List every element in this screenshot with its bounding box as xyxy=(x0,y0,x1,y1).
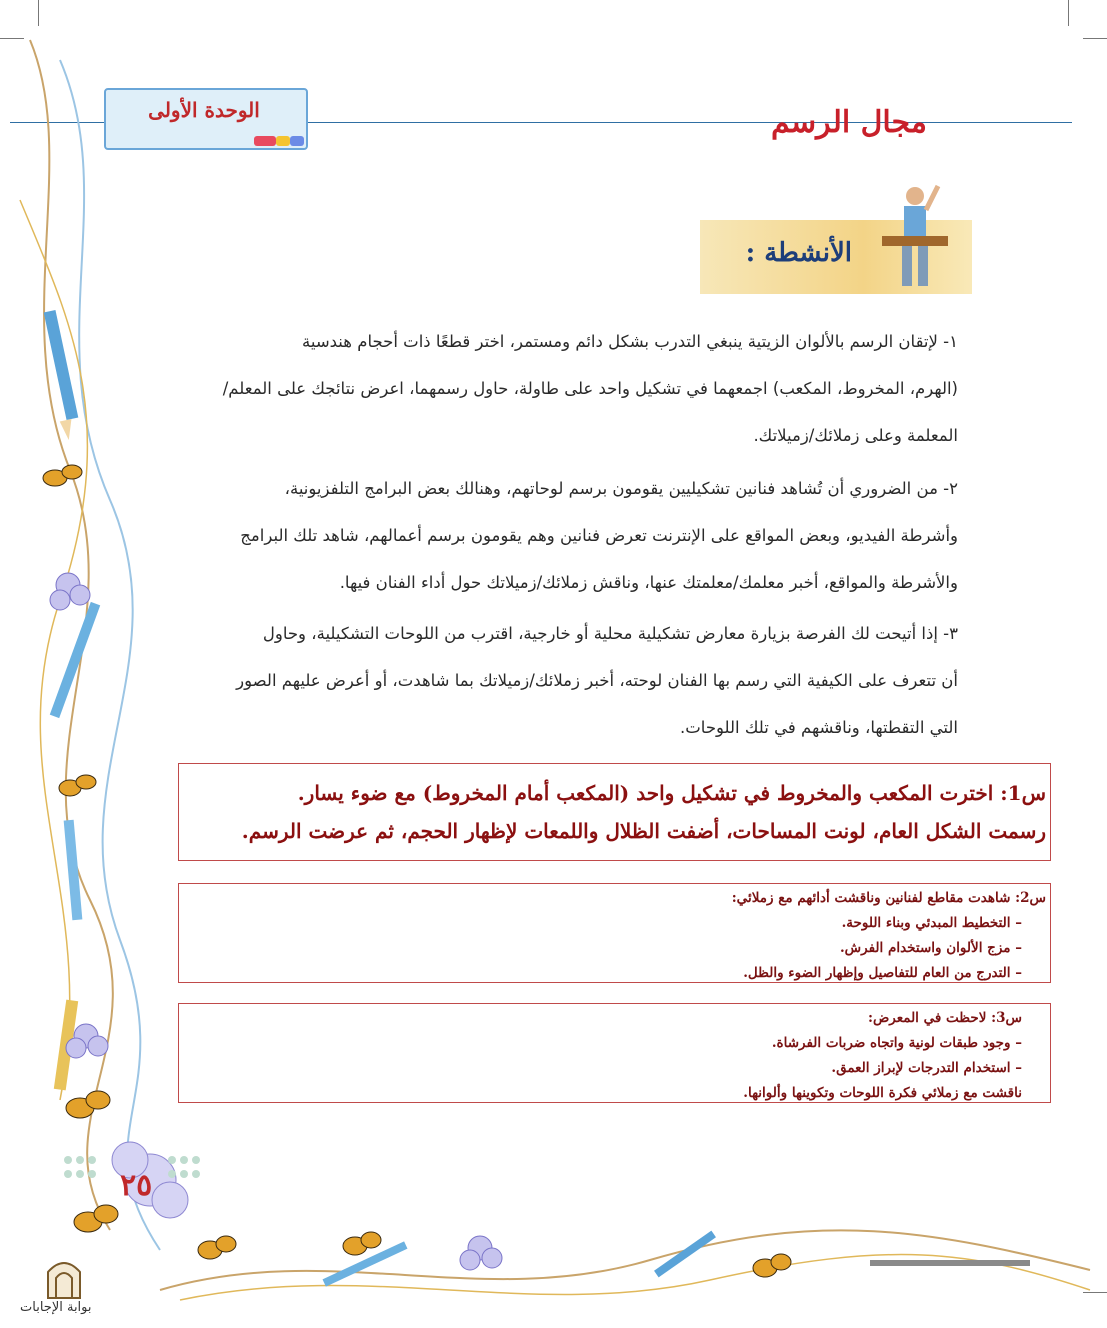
answer-line: – استخدام التدرجات لإبراز العمق. xyxy=(831,1060,1022,1076)
activity-paragraph xyxy=(110,465,958,606)
answer-line: – التدرج من العام للتفاصيل وإظهار الضوء والظل. xyxy=(743,965,1022,981)
butterfly-icon xyxy=(66,1091,110,1118)
flower-icon xyxy=(460,1236,502,1270)
paragraph-line: ٣- إذا أتيحت لك الفرصة بزيارة معارض تشكيلية محلية أو خارجية، اقترب من اللوحات التشكيلية، وحاول xyxy=(262,624,958,643)
activities-banner xyxy=(700,220,972,294)
paragraph-line: والأشرطة والمواقع، أخبر معلمك/معلمتك عنها، وناقش زملائك/زميلاتك حول أداء الفنان فيها. xyxy=(339,573,958,592)
butterfly-icon xyxy=(198,1236,236,1259)
activities-title: الأنشطة : xyxy=(745,238,852,268)
butterfly-icon xyxy=(343,1232,381,1255)
flower-icon xyxy=(50,573,90,610)
answer-line: س1: اخترت المكعب والمخروط في تشكيل واحد (المكعب أمام المخروط) مع ضوء يسار. xyxy=(297,781,1046,805)
unit-badge xyxy=(104,88,316,150)
answer-line: – التخطيط المبدئي وبناء اللوحة. xyxy=(841,915,1022,931)
paragraph-line: أن تتعرف على الكيفية التي رسم بها الفنان لوحته، أخبر زملائك/زميلاتك بما شاهدت، أو أعرض عليهم الصور xyxy=(236,671,958,690)
page-number: ٢٥ xyxy=(120,1168,153,1203)
field-title: مجال الرسم xyxy=(771,105,927,140)
paragraph-line: المعلمة وعلى زملائك/زميلاتك. xyxy=(753,426,958,445)
paint-stroke xyxy=(254,136,276,146)
answer-line: – وجود طبقات لونية واتجاه ضربات الفرشاة. xyxy=(771,1035,1022,1051)
butterfly-icon xyxy=(43,465,82,486)
crop-mark xyxy=(1068,0,1069,26)
paint-stroke xyxy=(276,136,290,146)
answer-line: س3: لاحظت في المعرض: xyxy=(868,1010,1022,1026)
student-figure-icon xyxy=(880,182,950,292)
butterfly-icon xyxy=(59,775,96,796)
paragraph-line: ١- لإتقان الرسم بالألوان الزيتية ينبغي التدرب بشكل دائم ومستمر، اختر قطعًا ذات أحجام هندسية xyxy=(302,332,958,351)
paint-stroke xyxy=(290,136,304,146)
answer-box-q2 xyxy=(178,883,1051,983)
answer-line: ناقشت مع زملائي فكرة اللوحات وتكوينها وألوانها. xyxy=(743,1085,1022,1101)
activity-paragraph xyxy=(110,610,958,751)
answer-line: س2: شاهدت مقاطع لفنانين وناقشت أدائهم مع زملائي: xyxy=(731,890,1046,906)
answer-line: – مزج الألوان واستخدام الفرش. xyxy=(839,940,1022,956)
butterfly-icon xyxy=(753,1254,791,1277)
answer-line: رسمت الشكل العام، لونت المساحات، أضفت الظلال واللمعات لإظهار الحجم، ثم عرضت الرسم. xyxy=(241,819,1046,843)
paragraph-line: وأشرطة الفيديو، وبعض المواقع على الإنترنت تعرض فنانين وهم يقومون برسم أعمالهم، شاهد تلك البرامج xyxy=(240,526,958,545)
logo-icon xyxy=(44,1254,84,1300)
unit-title: الوحدة الأولى xyxy=(148,98,260,122)
paragraph-line: (الهرم، المخروط، المكعب) اجمعهما في تشكيل واحد على طاولة، حاول رسمهما، اعرض نتائجك على المعلم/ xyxy=(222,379,958,398)
activity-paragraph xyxy=(110,318,958,459)
answer-box-q1 xyxy=(178,763,1051,861)
logo-label: بوابة الإجابات xyxy=(20,1300,92,1315)
crop-mark xyxy=(1083,38,1107,39)
paragraph-line: التي التقطتها، وناقشهم في تلك اللوحات. xyxy=(680,718,958,737)
bottom-decoration xyxy=(150,1200,1107,1328)
paragraph-line: ٢- من الضروري أن تُشاهد فنانين تشكيليين يقومون برسم لوحاتهم، وهنالك بعض البرامج التلفزيونية، xyxy=(284,479,958,498)
answer-box-q3 xyxy=(178,1003,1051,1103)
